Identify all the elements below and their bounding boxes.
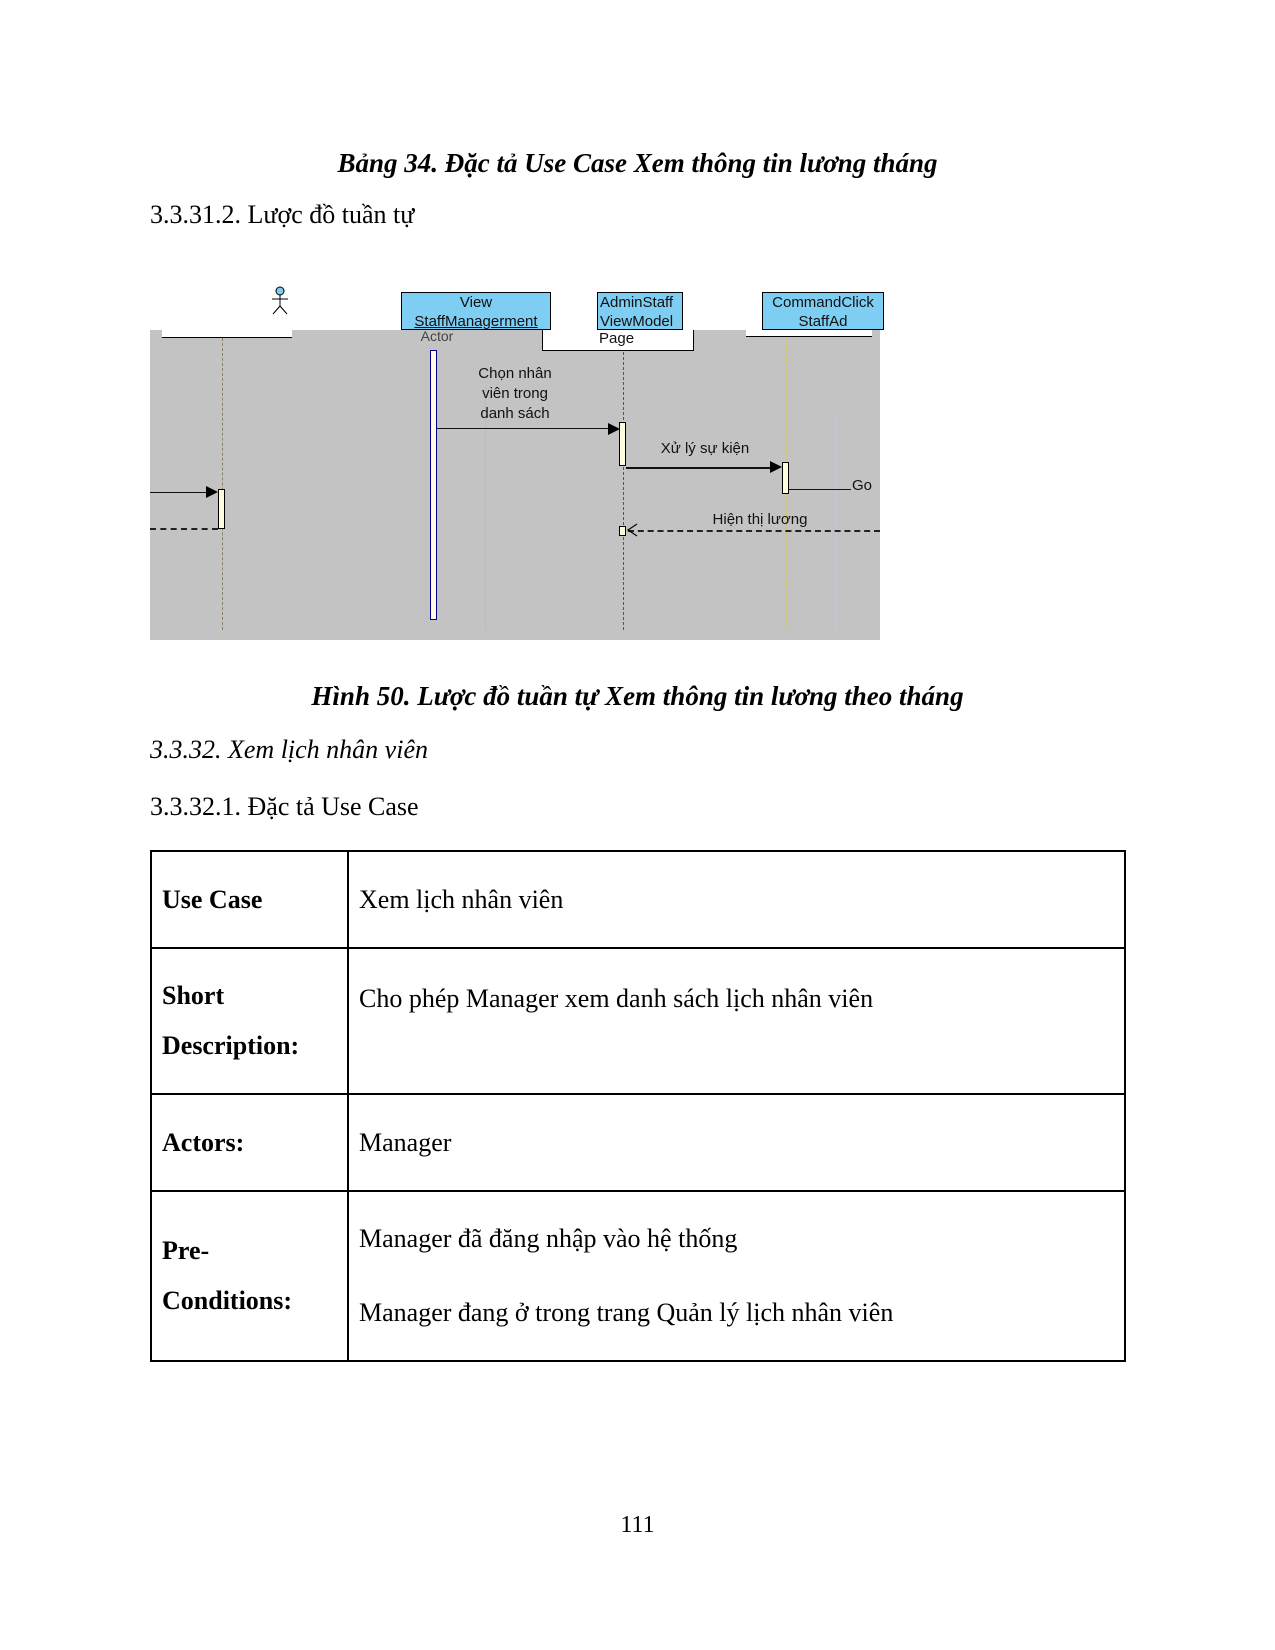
actor-icon (267, 286, 293, 318)
activation-viewmodel-2 (619, 526, 626, 536)
message-label-handle-event: Xử lý sự kiện (660, 440, 750, 457)
table-row (151, 1191, 1125, 1361)
section-heading-view-schedule: 3.3.32. Xem lịch nhân viên (150, 735, 428, 764)
message-arrow-handle-event (626, 467, 772, 469)
actor-label: Actor (420, 328, 454, 344)
sequence-diagram (150, 286, 880, 640)
message-label-select-staff: Chọn nhân viên trong danh sách (478, 365, 552, 422)
row-key-preconditions: Pre- Conditions: (151, 1191, 348, 1361)
actor-header-strip (162, 330, 292, 338)
return-arrow-from-actor (150, 528, 218, 530)
lifeline-viewmodel (623, 352, 624, 630)
table-caption: Bảng 34. Đặc tả Use Case Xem thông tin lương tháng (337, 148, 938, 178)
arrowhead-icon (608, 423, 620, 435)
arrowhead-icon (206, 486, 218, 498)
row-value-preconditions: Manager đã đăng nhập vào hệ thống Manager đang ở trong trang Quản lý lịch nhân viên (348, 1191, 1125, 1361)
lifeline-commandclick-staffad: CommandClick StaffAd (762, 292, 884, 330)
viewmodel-page-strip: Page (542, 330, 694, 351)
arrowhead-icon (770, 461, 782, 473)
message-label-show-salary: Hiện thị lương (712, 511, 808, 528)
activation-actor (218, 489, 225, 529)
table-row (151, 1094, 1125, 1191)
table-row (151, 851, 1125, 948)
lifeline-view-staffmanagement: View StaffManagerment (401, 292, 551, 330)
open-arrowhead-icon (626, 523, 638, 537)
lifeline-actor (222, 338, 223, 630)
table-row (151, 948, 1125, 1094)
row-key-actors: Actors: (151, 1094, 348, 1191)
row-value-actors: Manager (348, 1094, 1125, 1191)
lifeline-faint-right (836, 416, 837, 630)
activation-commandclick (782, 462, 789, 494)
activation-viewmodel-1 (619, 422, 626, 466)
message-arrow-incoming-actor (150, 492, 206, 493)
message-arrow-go (789, 489, 851, 490)
message-arrow-select-staff (437, 428, 609, 429)
usecase-table (150, 850, 1126, 1362)
row-key-short-description: Short Description: (151, 948, 348, 1094)
section-heading-sequence: 3.3.31.2. Lược đồ tuần tự (150, 200, 415, 229)
row-value-use-case: Xem lịch nhân viên (348, 851, 1125, 948)
return-arrow-show-salary (628, 530, 880, 532)
page-number: 111 (620, 1512, 655, 1538)
message-label-go: Go (852, 477, 873, 494)
row-value-short-description: Cho phép Manager xem danh sách lịch nhân viên (348, 948, 1125, 1094)
lifeline-adminstaff-viewmodel: AdminStaff ViewModel (597, 292, 683, 330)
activation-view (430, 350, 437, 620)
figure-caption: Hình 50. Lược đồ tuần tự Xem thông tin lương theo tháng (311, 681, 964, 711)
section-heading-usecase-spec: 3.3.32.1. Đặc tả Use Case (150, 792, 419, 821)
commandclick-header-strip (746, 330, 872, 337)
row-key-use-case: Use Case (151, 851, 348, 948)
